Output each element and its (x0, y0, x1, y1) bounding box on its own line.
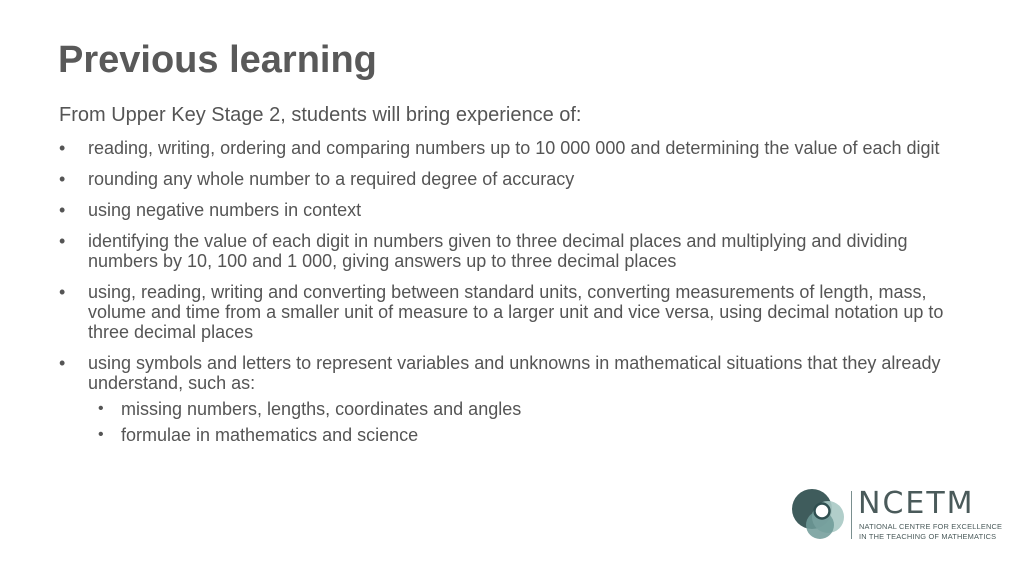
logo-tagline-line2: IN THE TEACHING OF MATHEMATICS (859, 532, 997, 541)
slide-title: Previous learning (58, 39, 377, 81)
sub-bullet-text: formulae in mathematics and science (121, 425, 419, 445)
bullet-list (59, 138, 979, 456)
bullet-text: reading, writing, ordering and comparing numbers up to 10 000 000 and determining the value of each digit (88, 138, 940, 158)
list-item (59, 231, 979, 271)
sub-list-item (88, 399, 979, 419)
sub-bullet-text: missing numbers, lengths, coordinates and angles (121, 399, 522, 419)
list-item (59, 138, 979, 158)
bullet-glyph: • (59, 353, 66, 373)
bullet-text: using, reading, writing and converting between standard units, converting measurements of length, mass, volume and time from a smaller unit of measure to a larger unit and vice versa, using decimal notation up to three decimal places (88, 282, 944, 342)
sub-bullet-list (88, 399, 979, 445)
bullet-glyph: • (59, 200, 66, 220)
sub-list-item (88, 425, 979, 445)
sub-bullet-glyph: • (98, 400, 104, 417)
list-item (59, 282, 979, 342)
logo-wordmark: NCETM (858, 486, 975, 521)
bullet-glyph: • (59, 231, 66, 251)
list-item (59, 353, 979, 445)
ncetm-logo-mark-icon (790, 487, 850, 543)
list-item (59, 169, 979, 189)
logo-divider (851, 491, 852, 539)
bullet-text: using negative numbers in context (88, 200, 362, 220)
bullet-text: using symbols and letters to represent variables and unknowns in mathematical situations that they already understand, such as: (88, 353, 941, 393)
ncetm-logo (790, 486, 1003, 543)
list-item (59, 200, 979, 220)
logo-tagline-line1: NATIONAL CENTRE FOR EXCELLENCE (859, 522, 1003, 531)
bullet-glyph: • (59, 138, 66, 158)
sub-bullet-glyph: • (98, 426, 104, 443)
intro-text: From Upper Key Stage 2, students will bring experience of: (59, 104, 582, 126)
bullet-glyph: • (59, 169, 66, 189)
bullet-text: rounding any whole number to a required degree of accuracy (88, 169, 575, 189)
bullet-glyph: • (59, 282, 66, 302)
bullet-text: identifying the value of each digit in numbers given to three decimal places and multiplying and dividing numbers by 10, 100 and 1 000, giving answers up to three decimal places (88, 231, 908, 271)
